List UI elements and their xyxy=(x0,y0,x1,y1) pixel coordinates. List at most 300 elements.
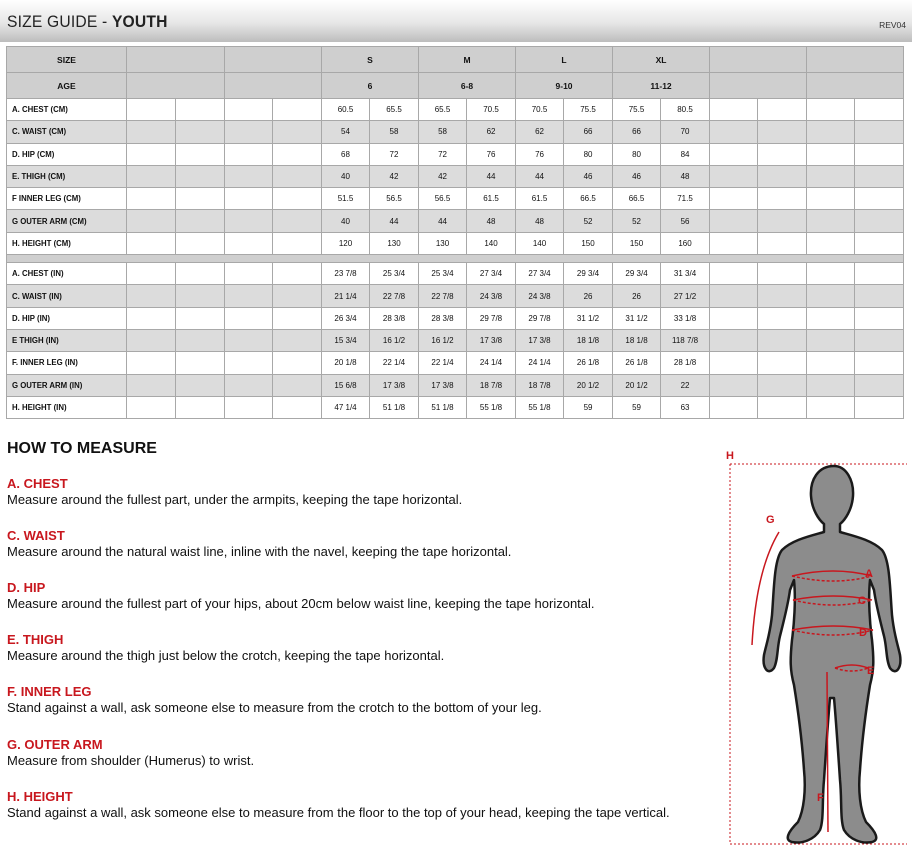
value-cell: 31 1/2 xyxy=(613,307,661,329)
empty-cell xyxy=(225,73,322,99)
value-cell: 48 xyxy=(467,210,516,232)
table-row xyxy=(7,396,912,418)
value-cell: 72 xyxy=(370,143,419,165)
empty-cell xyxy=(855,188,904,210)
row-label: D. HIP (IN) xyxy=(7,307,127,329)
value-cell: 80.5 xyxy=(661,99,710,121)
value-cell: 51 1/8 xyxy=(419,396,467,418)
value-cell: 51.5 xyxy=(322,188,370,210)
empty-cell xyxy=(273,263,322,285)
size-xl: XL xyxy=(613,47,710,73)
empty-cell xyxy=(225,263,273,285)
empty-cell xyxy=(273,232,322,254)
row-label: E. THIGH (CM) xyxy=(7,165,127,187)
value-cell: 54 xyxy=(322,121,370,143)
value-cell: 26 xyxy=(564,285,613,307)
value-cell: 55 1/8 xyxy=(467,396,516,418)
value-cell: 44 xyxy=(516,165,564,187)
table-row xyxy=(7,165,912,187)
value-cell: 48 xyxy=(516,210,564,232)
value-cell: 150 xyxy=(613,232,661,254)
empty-cell xyxy=(807,210,855,232)
empty-cell xyxy=(855,143,904,165)
value-cell: 62 xyxy=(467,121,516,143)
empty-cell xyxy=(710,143,758,165)
value-cell: 40 xyxy=(322,165,370,187)
empty-cell xyxy=(176,396,225,418)
empty-cell xyxy=(273,99,322,121)
empty-cell xyxy=(710,99,758,121)
empty-cell xyxy=(273,374,322,396)
measure-heading: A. CHEST xyxy=(7,476,68,491)
value-cell: 120 xyxy=(322,232,370,254)
empty-cell xyxy=(758,188,807,210)
value-cell: 23 7/8 xyxy=(322,263,370,285)
value-cell: 27 3/4 xyxy=(516,263,564,285)
value-cell: 68 xyxy=(322,143,370,165)
table-row xyxy=(7,307,912,329)
measure-heading: C. WAIST xyxy=(7,528,65,543)
value-cell: 24 1/4 xyxy=(467,352,516,374)
empty-cell xyxy=(758,263,807,285)
label-d: D xyxy=(859,627,867,639)
measure-heading: D. HIP xyxy=(7,580,46,595)
empty-cell xyxy=(855,329,904,351)
table-row xyxy=(7,285,912,307)
value-cell: 140 xyxy=(467,232,516,254)
size-m: M xyxy=(419,47,516,73)
empty-cell xyxy=(273,121,322,143)
value-cell: 46 xyxy=(564,165,613,187)
empty-cell xyxy=(807,188,855,210)
empty-cell xyxy=(176,374,225,396)
value-cell: 24 3/8 xyxy=(516,285,564,307)
empty-cell xyxy=(710,285,758,307)
value-cell: 58 xyxy=(419,121,467,143)
value-cell: 26 3/4 xyxy=(322,307,370,329)
empty-cell xyxy=(225,352,273,374)
empty-cell xyxy=(807,285,855,307)
inner-leg-line xyxy=(827,672,828,832)
row-label: C. WAIST (CM) xyxy=(7,121,127,143)
label-f: F xyxy=(817,792,824,804)
empty-cell xyxy=(127,73,225,99)
empty-cell xyxy=(758,210,807,232)
row-label: H. HEIGHT (CM) xyxy=(7,232,127,254)
age-header-row xyxy=(7,73,912,99)
value-cell: 65.5 xyxy=(419,99,467,121)
table-row xyxy=(7,143,912,165)
value-cell: 26 1/8 xyxy=(564,352,613,374)
section-separator xyxy=(7,255,912,263)
size-s: S xyxy=(322,47,419,73)
empty-cell xyxy=(225,307,273,329)
label-e: E xyxy=(867,665,875,677)
value-cell: 59 xyxy=(613,396,661,418)
table-row xyxy=(7,263,912,285)
value-cell: 42 xyxy=(419,165,467,187)
value-cell: 70.5 xyxy=(467,99,516,121)
measure-description: Measure around the natural waist line, inline with the navel, keeping the tape horizontal. xyxy=(7,544,512,559)
empty-cell xyxy=(225,99,273,121)
title-prefix: SIZE GUIDE - xyxy=(7,12,112,31)
row-label: D. HIP (CM) xyxy=(7,143,127,165)
empty-cell xyxy=(807,396,855,418)
age-m: 6-8 xyxy=(419,73,516,99)
value-cell: 22 1/4 xyxy=(419,352,467,374)
row-label: A. CHEST (CM) xyxy=(7,99,127,121)
empty-cell xyxy=(225,165,273,187)
value-cell: 20 1/8 xyxy=(322,352,370,374)
measure-description: Stand against a wall, ask someone else to measure from the crotch to the bottom of your leg. xyxy=(7,700,542,715)
value-cell: 15 6/8 xyxy=(322,374,370,396)
in-rows xyxy=(7,263,912,419)
empty-cell xyxy=(807,47,904,73)
value-cell: 130 xyxy=(419,232,467,254)
empty-cell xyxy=(710,210,758,232)
empty-cell xyxy=(855,307,904,329)
value-cell: 63 xyxy=(661,396,710,418)
measure-heading: F. INNER LEG xyxy=(7,684,92,699)
value-cell: 18 7/8 xyxy=(516,374,564,396)
row-label: C. WAIST (IN) xyxy=(7,285,127,307)
measure-description: Measure around the fullest part of your hips, about 20cm below waist line, keeping the tape horizontal. xyxy=(7,596,595,611)
value-cell: 27 3/4 xyxy=(467,263,516,285)
value-cell: 26 1/8 xyxy=(613,352,661,374)
value-cell: 58 xyxy=(370,121,419,143)
value-cell: 48 xyxy=(661,165,710,187)
label-a: A xyxy=(865,568,873,580)
value-cell: 21 1/4 xyxy=(322,285,370,307)
empty-cell xyxy=(710,374,758,396)
empty-cell xyxy=(855,99,904,121)
value-cell: 66.5 xyxy=(564,188,613,210)
empty-cell xyxy=(127,99,176,121)
empty-cell xyxy=(807,307,855,329)
row-label: G OUTER ARM (IN) xyxy=(7,374,127,396)
empty-cell xyxy=(225,396,273,418)
label-c: C xyxy=(858,595,866,607)
value-cell: 160 xyxy=(661,232,710,254)
table-row xyxy=(7,188,912,210)
value-cell: 22 7/8 xyxy=(419,285,467,307)
table-row xyxy=(7,352,912,374)
value-cell: 20 1/2 xyxy=(564,374,613,396)
empty-cell xyxy=(758,232,807,254)
value-cell: 15 3/4 xyxy=(322,329,370,351)
empty-cell xyxy=(807,121,855,143)
empty-cell xyxy=(758,307,807,329)
empty-cell xyxy=(273,307,322,329)
value-cell: 130 xyxy=(370,232,419,254)
table-row xyxy=(7,374,912,396)
empty-cell xyxy=(176,263,225,285)
value-cell: 65.5 xyxy=(370,99,419,121)
empty-cell xyxy=(855,121,904,143)
value-cell: 17 3/8 xyxy=(370,374,419,396)
value-cell: 16 1/2 xyxy=(419,329,467,351)
page-title xyxy=(7,12,168,32)
empty-cell xyxy=(758,374,807,396)
empty-cell xyxy=(758,121,807,143)
value-cell: 52 xyxy=(564,210,613,232)
value-cell: 140 xyxy=(516,232,564,254)
empty-cell xyxy=(807,263,855,285)
empty-cell xyxy=(225,143,273,165)
empty-cell xyxy=(127,210,176,232)
empty-cell xyxy=(176,329,225,351)
empty-cell xyxy=(758,329,807,351)
empty-cell xyxy=(855,232,904,254)
empty-cell xyxy=(127,352,176,374)
empty-cell xyxy=(127,396,176,418)
empty-cell xyxy=(807,374,855,396)
empty-cell xyxy=(710,73,807,99)
empty-cell xyxy=(710,165,758,187)
empty-cell xyxy=(225,210,273,232)
table-row xyxy=(7,210,912,232)
value-cell: 29 7/8 xyxy=(516,307,564,329)
empty-cell xyxy=(710,121,758,143)
empty-cell xyxy=(273,165,322,187)
empty-cell xyxy=(176,285,225,307)
value-cell: 75.5 xyxy=(564,99,613,121)
empty-cell xyxy=(225,374,273,396)
empty-cell xyxy=(758,352,807,374)
body-measurement-figure xyxy=(722,440,912,850)
value-cell: 150 xyxy=(564,232,613,254)
empty-cell xyxy=(807,165,855,187)
value-cell: 25 3/4 xyxy=(419,263,467,285)
value-cell: 20 1/2 xyxy=(613,374,661,396)
separator-cell xyxy=(7,255,904,263)
empty-cell xyxy=(273,285,322,307)
value-cell: 62 xyxy=(516,121,564,143)
empty-cell xyxy=(710,352,758,374)
size-label: SIZE xyxy=(7,47,127,73)
empty-cell xyxy=(710,329,758,351)
measure-heading: G. OUTER ARM xyxy=(7,737,103,752)
value-cell: 70.5 xyxy=(516,99,564,121)
empty-cell xyxy=(807,99,855,121)
value-cell: 29 3/4 xyxy=(564,263,613,285)
row-label: A. CHEST (IN) xyxy=(7,263,127,285)
empty-cell xyxy=(807,73,904,99)
empty-cell xyxy=(273,396,322,418)
value-cell: 51 1/8 xyxy=(370,396,419,418)
value-cell: 52 xyxy=(613,210,661,232)
value-cell: 44 xyxy=(419,210,467,232)
row-label: E THIGH (IN) xyxy=(7,329,127,351)
empty-cell xyxy=(225,47,322,73)
empty-cell xyxy=(225,329,273,351)
value-cell: 66 xyxy=(564,121,613,143)
value-cell: 84 xyxy=(661,143,710,165)
empty-cell xyxy=(127,143,176,165)
empty-cell xyxy=(176,210,225,232)
title-category: YOUTH xyxy=(111,12,168,31)
value-cell: 26 xyxy=(613,285,661,307)
value-cell: 29 7/8 xyxy=(467,307,516,329)
label-h: H xyxy=(726,450,734,462)
empty-cell xyxy=(273,143,322,165)
empty-cell xyxy=(710,396,758,418)
empty-cell xyxy=(176,232,225,254)
empty-cell xyxy=(127,285,176,307)
measure-item xyxy=(7,632,707,664)
measure-heading: E. THIGH xyxy=(7,632,64,647)
value-cell: 28 3/8 xyxy=(370,307,419,329)
empty-cell xyxy=(176,99,225,121)
value-cell: 18 1/8 xyxy=(613,329,661,351)
empty-cell xyxy=(855,210,904,232)
measure-item xyxy=(7,789,707,821)
empty-cell xyxy=(273,352,322,374)
empty-cell xyxy=(273,188,322,210)
empty-cell xyxy=(127,232,176,254)
value-cell: 28 3/8 xyxy=(419,307,467,329)
empty-cell xyxy=(176,188,225,210)
empty-cell xyxy=(807,232,855,254)
measure-description: Stand against a wall, ask someone else to measure from the floor to the top of your head, keeping the tape vertical. xyxy=(7,805,670,820)
value-cell: 55 1/8 xyxy=(516,396,564,418)
value-cell: 18 1/8 xyxy=(564,329,613,351)
value-cell: 46 xyxy=(613,165,661,187)
empty-cell xyxy=(176,307,225,329)
value-cell: 56 xyxy=(661,210,710,232)
table-row xyxy=(7,329,912,351)
value-cell: 22 7/8 xyxy=(370,285,419,307)
table-row xyxy=(7,232,912,254)
value-cell: 22 1/4 xyxy=(370,352,419,374)
value-cell: 56.5 xyxy=(419,188,467,210)
empty-cell xyxy=(225,232,273,254)
value-cell: 29 3/4 xyxy=(613,263,661,285)
value-cell: 44 xyxy=(370,210,419,232)
empty-cell xyxy=(710,47,807,73)
value-cell: 44 xyxy=(467,165,516,187)
value-cell: 61.5 xyxy=(516,188,564,210)
value-cell: 42 xyxy=(370,165,419,187)
value-cell: 80 xyxy=(613,143,661,165)
empty-cell xyxy=(225,285,273,307)
empty-cell xyxy=(758,99,807,121)
empty-cell xyxy=(127,374,176,396)
value-cell: 28 1/8 xyxy=(661,352,710,374)
value-cell: 25 3/4 xyxy=(370,263,419,285)
measure-item xyxy=(7,580,707,612)
measure-item xyxy=(7,684,707,716)
value-cell: 76 xyxy=(516,143,564,165)
empty-cell xyxy=(855,352,904,374)
table-row xyxy=(7,99,912,121)
empty-cell xyxy=(710,188,758,210)
value-cell: 61.5 xyxy=(467,188,516,210)
empty-cell xyxy=(176,165,225,187)
row-label: F INNER LEG (CM) xyxy=(7,188,127,210)
measure-description: Measure from shoulder (Humerus) to wrist. xyxy=(7,753,255,768)
empty-cell xyxy=(710,263,758,285)
empty-cell xyxy=(855,374,904,396)
empty-cell xyxy=(807,329,855,351)
value-cell: 18 7/8 xyxy=(467,374,516,396)
value-cell: 80 xyxy=(564,143,613,165)
measure-description: Measure around the thigh just below the crotch, keeping the tape horizontal. xyxy=(7,648,445,663)
empty-cell xyxy=(127,188,176,210)
empty-cell xyxy=(758,143,807,165)
value-cell: 66.5 xyxy=(613,188,661,210)
value-cell: 17 3/8 xyxy=(467,329,516,351)
value-cell: 31 1/2 xyxy=(564,307,613,329)
value-cell: 33 1/8 xyxy=(661,307,710,329)
empty-cell xyxy=(127,263,176,285)
value-cell: 31 3/4 xyxy=(661,263,710,285)
empty-cell xyxy=(855,285,904,307)
age-xl: 11-12 xyxy=(613,73,710,99)
empty-cell xyxy=(176,121,225,143)
measure-heading: H. HEIGHT xyxy=(7,789,73,804)
measure-description: Measure around the fullest part, under the armpits, keeping the tape horizontal. xyxy=(7,492,463,507)
age-l: 9-10 xyxy=(516,73,613,99)
empty-cell xyxy=(710,307,758,329)
label-g: G xyxy=(766,514,775,526)
empty-cell xyxy=(127,307,176,329)
size-table xyxy=(6,46,912,419)
measure-item xyxy=(7,737,707,769)
size-l: L xyxy=(516,47,613,73)
empty-cell xyxy=(273,329,322,351)
empty-cell xyxy=(127,47,225,73)
table-row xyxy=(7,121,912,143)
empty-cell xyxy=(807,143,855,165)
value-cell: 40 xyxy=(322,210,370,232)
value-cell: 75.5 xyxy=(613,99,661,121)
value-cell: 59 xyxy=(564,396,613,418)
value-cell: 47 1/4 xyxy=(322,396,370,418)
empty-cell xyxy=(127,165,176,187)
age-label: AGE xyxy=(7,73,127,99)
row-label: G OUTER ARM (CM) xyxy=(7,210,127,232)
revision-code: REV04 xyxy=(879,20,906,30)
value-cell: 16 1/2 xyxy=(370,329,419,351)
value-cell: 17 3/8 xyxy=(516,329,564,351)
empty-cell xyxy=(225,121,273,143)
row-label: F. INNER LEG (IN) xyxy=(7,352,127,374)
value-cell: 71.5 xyxy=(661,188,710,210)
value-cell: 22 xyxy=(661,374,710,396)
empty-cell xyxy=(127,329,176,351)
empty-cell xyxy=(855,263,904,285)
value-cell: 17 3/8 xyxy=(419,374,467,396)
empty-cell xyxy=(758,396,807,418)
cm-rows xyxy=(7,99,912,255)
value-cell: 66 xyxy=(613,121,661,143)
empty-cell xyxy=(758,285,807,307)
value-cell: 56.5 xyxy=(370,188,419,210)
empty-cell xyxy=(855,165,904,187)
value-cell: 118 7/8 xyxy=(661,329,710,351)
body-silhouette xyxy=(764,466,901,843)
measure-item xyxy=(7,528,707,560)
empty-cell xyxy=(758,165,807,187)
empty-cell xyxy=(710,232,758,254)
how-to-title: HOW TO MEASURE xyxy=(7,440,157,457)
measure-item xyxy=(7,476,707,508)
value-cell: 76 xyxy=(467,143,516,165)
empty-cell xyxy=(176,143,225,165)
value-cell: 24 1/4 xyxy=(516,352,564,374)
empty-cell xyxy=(176,352,225,374)
